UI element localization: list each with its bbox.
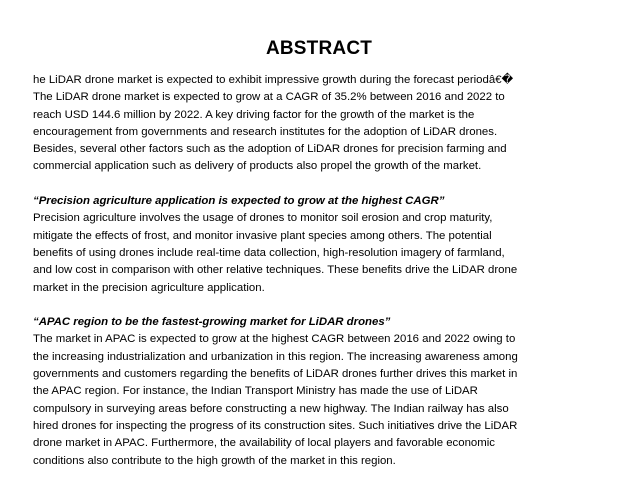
text-line: commercial application such as delivery of products also propel the growth of the market. (33, 160, 482, 173)
text-line: Precision agriculture involves the usage of drones to monitor soil erosion and crop maturity, (33, 212, 493, 225)
page-title: ABSTRACT (265, 38, 373, 59)
paragraph-spacer (33, 297, 618, 314)
text-line: The market in APAC is expected to grow at the highest CAGR between 2016 and 2022 owing to (33, 333, 516, 346)
paragraph-precision-agriculture (33, 210, 618, 296)
section-heading-apac: “APAC region to be the fastest-growing market for LiDAR drones” (33, 316, 391, 329)
text-line: reach USD 144.6 million by 2022. A key driving factor for the growth of the market is the (33, 108, 475, 121)
text-line: governments and customers regarding the benefits of LiDAR drones further drives this market in (33, 368, 518, 381)
text-line: he LiDAR drone market is expected to exhibit impressive growth during the forecast periodâ€� (33, 74, 514, 86)
text-line: market in the precision agriculture application. (33, 281, 265, 294)
text-line: benefits of using drones include real-time data collection, high-resolution imagery of farmland, (33, 246, 505, 259)
text-line: and low cost in comparison with other relative techniques. These benefits drive the LiDAR drone (33, 264, 518, 277)
paragraph-spacer (33, 176, 618, 193)
paragraph-apac (33, 331, 618, 469)
text-line: encouragement from governments and research institutes for the adoption of LiDAR drones. (33, 125, 498, 138)
text-line: drone market in APAC. Furthermore, the availability of local players and favorable economic (33, 437, 495, 450)
text-line: the increasing industrialization and urbanization in this region. The increasing awareness among (33, 350, 518, 363)
text-line: the APAC region. For instance, the Indian Transport Ministry has made the use of LiDAR (33, 385, 478, 398)
section-heading-precision-agriculture: “Precision agriculture application is expected to grow at the highest CAGR” (33, 195, 445, 208)
text-line: hired drones for inspecting the progress of its construction sites. Such initiatives drive the LiDAR (33, 419, 518, 432)
paragraph-intro (33, 72, 618, 176)
text-line: conditions also contribute to the high growth of the market in this region. (33, 454, 396, 467)
text-line: Besides, several other factors such as the adoption of LiDAR drones for precision farming and (33, 143, 507, 156)
text-line: compulsory in surveying areas before constructing a new highway. The Indian railway has also (33, 402, 509, 415)
abstract-body (33, 72, 618, 470)
text-line: mitigate the effects of frost, and monitor invasive plant species among others. The potential (33, 229, 492, 242)
text-line: The LiDAR drone market is expected to grow at a CAGR of 35.2% between 2016 and 2022 to (33, 91, 505, 104)
